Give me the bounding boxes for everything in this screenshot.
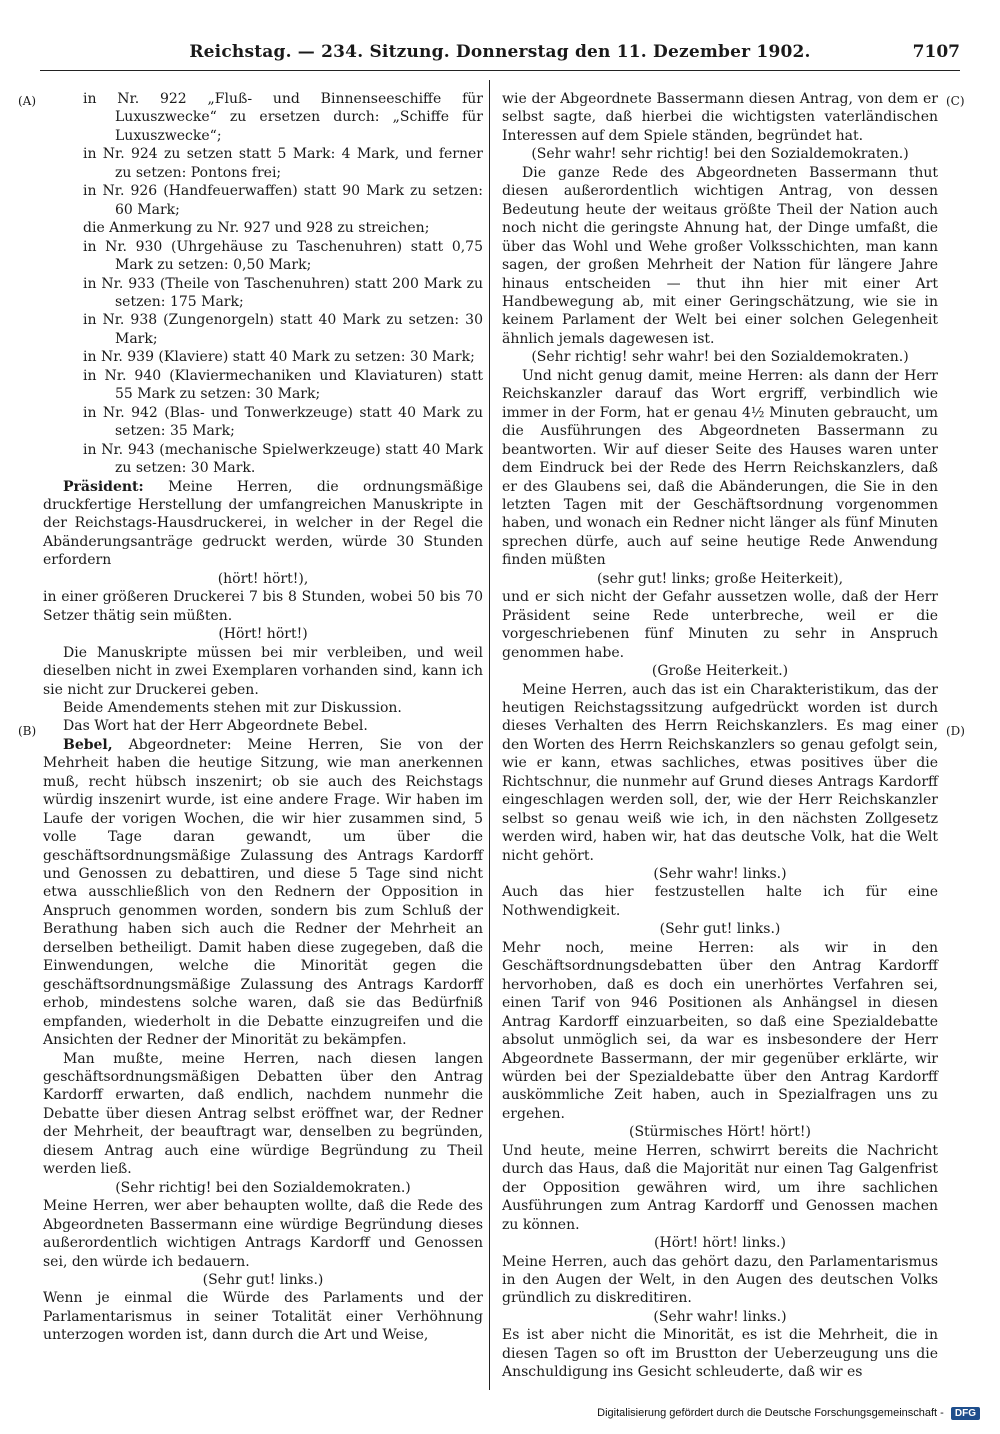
paragraph: und er sich nicht der Gefahr aussetzen wolle, daß der Herr Präsident seine Rede unterbreche, weil er die vorgeschriebenen fünf Minuten zu sehr in Anspruch genommen habe. (502, 589, 938, 661)
footer-text: Digitalisierung gefördert durch die Deutsche Forschungsgemeinschaft - (597, 1407, 944, 1419)
interjection: (Sehr gut! links.) (202, 1272, 324, 1288)
margin-marker-b: (B) (18, 724, 37, 738)
amendment-item: in Nr. 924 zu setzen statt 5 Mark: 4 Mark, und ferner zu setzen: Pontons frei; (83, 146, 483, 181)
interjection: (Große Heiterkeit.) (651, 663, 789, 680)
paragraph: in einer größeren Druckerei 7 bis 8 Stunden, wobei 50 bis 70 Setzer thätig sein müßten. (43, 589, 483, 624)
speech-paragraph (43, 736, 483, 1050)
interjection: (Sehr richtig! sehr wahr! bei den Sozialdemokraten.) (531, 349, 909, 366)
footer-credit (597, 1407, 980, 1420)
dfg-logo: DFG (951, 1407, 980, 1420)
amendment-item: in Nr. 943 (mechanische Spielwerkzeuge) statt 40 Mark zu setzen: 30 Mark. (83, 441, 483, 477)
paragraph: Die ganze Rede des Abgeordneten Bassermann thut diesen außerordentlich wichtigen Antrag, von dessen Bedeutung heute der weitaus größte Theil der Nation auch noch nicht die geringste Ahnung hat, der Dinge umfaßt, die über das Wohl und Wehe großer Volksschichten, man kann sagen, der großen Mehrheit der Nation für längere Jahre hinaus entscheiden — thut ihn hier mit einer Art Handbewegung ab, mit einer Geringschätzung, wie sie in keinem Parlament der Welt bei einer solchen Gelegenheit ähnlich jemals dagewesen ist. (502, 164, 938, 347)
paragraph: Man mußte, meine Herren, nach diesen langen geschäftsordnungsmäßigen Debatten über den Antrag Kardorff erwarten, daß endlich, nachdem nunmehr die Debatte über diesen Antrag selbst eröffnet war, der Redner der Mehrheit, der beauftragt war, denselben zu begründen, diesem Antrag auch eine würdige Begründung zu Theil werden ließ. (43, 1050, 483, 1178)
amendment-item: in Nr. 940 (Klaviermechaniken und Klaviaturen) statt 55 Mark zu setzen: 30 Mark; (83, 367, 483, 403)
paragraph: Mehr noch, meine Herren: als wir in den Geschäftsordnungsdebatten über den Antrag Kardorff hervorhoben, daß es doch ein unerhörtes Verfahren sei, einen Tarif von 946 Positionen als Anhängsel in diesen Antrag Kardorff einzuarbeiten, so daß eine Spezialdebatte absolut unmöglich sei, da war es insbesondere der Herr Abgeordnete Bassermann, der mir gegenüber erklärte, wir würden bei der Spezialdebatte über den Antrag Kardorff auskömmliche Zeit haben, auch in Spezialfragen uns zu ergehen. (502, 939, 938, 1122)
speech-paragraph (43, 478, 483, 570)
page-number: 7107 (912, 42, 960, 62)
paragraph: Es ist aber nicht die Minorität, es ist die Mehrheit, die in diesen Tagen so oft im Brustton der Ueberzeugung uns die Anschuldigung ins Gesicht schleuderte, daß wir es (502, 1327, 938, 1381)
column-divider (489, 80, 490, 1390)
paragraph: Auch das hier festzustellen halte ich für eine Nothwendigkeit. (502, 884, 938, 919)
margin-marker-c: (C) (946, 94, 965, 108)
margin-marker-a: (A) (18, 94, 37, 108)
speech-text: Meine Herren, die ordnungsmäßige druckfertige Herstellung der umfangreichen Manuskripte in der Reichstags-Hausdruckerei, in welcher in der Regel die Abänderungsanträge gedruckt werden, würde 30 Stunden erfordern (43, 478, 483, 569)
speech-text: Abgeordneter: Meine Herren, Sie von der Mehrheit haben die heutige Sitzung, wie man anerkennen muß, recht hübsch inszenirt; ob sie auch des Reichstags würdig inszenirt wurde, ist eine andere Frage. Wir haben im Laufe der vorigen Wochen, die wir hier zusammen sind, 5 volle Tage daran gewandt, um über die geschäftsordnungsmäßige Zulassung des Antrags Kardorff und Genossen zu debattiren, und diese 5 Tage sind nicht etwa ausschließlich von den Rednern der Opposition in Anspruch genommen worden, sondern bis zum Schluß der Berathung haben sich auch die Redner der Mehrheit an derselben betheiligt. Damit haben diese zugegeben, daß die Einwendungen, welche die Minorität gegen die geschäftsordnungsmäßige Zulassung des Antrags Kardorff erhob, mindestens solche waren, daß sie das Bedürfniß empfanden, wiederholt in die Debatte einzugreifen und die Ansichten der Redner der Minorität zu bekämpfen. (43, 736, 483, 1049)
paragraph: Das Wort hat der Herr Abgeordnete Bebel. (63, 718, 368, 735)
page-header (40, 38, 960, 68)
interjection: (Sehr gut! links.) (659, 921, 781, 938)
interjection: (sehr gut! links; große Heiterkeit), (596, 570, 844, 587)
paragraph: wie der Abgeordnete Bassermann diesen Antrag, von dem er selbst sagte, daß hierbei die wichtigsten vaterländischen Interessen auf dem Spiele ständen, begründet hat. (502, 91, 938, 144)
header-rule (40, 70, 960, 71)
paragraph: Und nicht genug damit, meine Herren: als dann der Herr Reichskanzler darauf das Wort ergriff, verbindlich wie immer in der Form, hat er genau 4½ Minuten gebraucht, um die Ausführungen des Abgeordneten Bassermann zu beantworten. Wir auf dieser Seite des Hauses waren unter dem Eindruck bei der Rede des Herrn Reichskanzlers, daß er des Glaubens sei, daß die Abänderungen, die Sie in den letzten Tagen mit der Geschäftsordnung vorgenommen haben, und wonach ein Redner nicht länger als fünf Minuten sprechen dürfe, auch auf seine heutige Rede Anwendung finden müßten (502, 367, 938, 569)
paragraph: Und heute, meine Herren, schwirrt bereits die Nachricht durch das Haus, daß die Majorität nur einen Tag Galgenfrist der Opposition gewähren wird, um ihre sachlichen Ausführungen zum Antrag Kardorff und Genossen machen zu können. (502, 1142, 938, 1233)
amendment-item: in Nr. 939 (Klaviere) statt 40 Mark zu setzen: 30 Mark; (83, 349, 475, 366)
interjection: (Sehr wahr! links.) (653, 1308, 787, 1325)
paragraph: Meine Herren, auch das gehört dazu, den Parlamentarismus in den Augen der Welt, in den Augen des deutschen Volks gründlich zu diskreditiren. (502, 1253, 938, 1307)
amendment-item: die Anmerkung zu Nr. 927 und 928 zu streichen; (83, 220, 430, 237)
interjection: (Hört! hört!) (218, 626, 308, 643)
paragraph: Meine Herren, wer aber behaupten wollte, daß die Rede des Abgeordneten Bassermann eine würdige Begründung dieses außerordentlich wichtigen Antrags Kardorff und Genossen sei, den würde ich bedauern. (43, 1198, 483, 1270)
interjection: (hört! hört!), (217, 570, 309, 587)
interjection: (Sehr wahr! sehr richtig! bei den Sozialdemokraten.) (531, 146, 909, 163)
interjection: (Hört! hört! links.) (654, 1235, 786, 1252)
paragraph: Die Manuskripte müssen bei mir verbleiben, und weil dieselben nicht in zwei Exemplaren vorhanden sind, kann ich sie nicht zur Druckerei geben. (43, 644, 483, 698)
amendment-item: in Nr. 933 (Theile von Taschenuhren) statt 200 Mark zu setzen: 175 Mark; (83, 275, 483, 310)
interjection: (Sehr richtig! bei den Sozialdemokraten.) (115, 1179, 411, 1196)
interjection: (Sehr wahr! links.) (653, 866, 787, 883)
amendment-item: in Nr. 922 „Fluß- und Binnenseeschiffe für Luxuszwecke“ zu ersetzen durch: „Schiffe für Luxuszwecke“; (83, 91, 483, 144)
amendment-item: in Nr. 938 (Zungenorgeln) statt 40 Mark zu setzen: 30 Mark; (83, 312, 483, 347)
right-column (502, 90, 938, 1382)
speaker-name: Bebel, (63, 736, 113, 753)
amendment-item: in Nr. 926 (Handfeuerwaffen) statt 90 Mark zu setzen: 60 Mark; (83, 183, 483, 218)
paragraph: Wenn je einmal die Würde des Parlaments und der Parlamentarismus in seiner Totalität einer Verhöhnung unterzogen worden ist, dann durch die Art und Weise, (43, 1290, 483, 1344)
amendment-item: in Nr. 930 (Uhrgehäuse zu Taschenuhren) statt 0,75 Mark zu setzen: 0,50 Mark; (83, 238, 483, 274)
margin-marker-d: (D) (946, 724, 965, 738)
running-title: Reichstag. — 234. Sitzung. Donnerstag den 11. Dezember 1902. (189, 42, 811, 62)
paragraph: Beide Amendements stehen mit zur Diskussion. (63, 699, 402, 716)
speaker-name: Präsident: (63, 478, 144, 495)
amendment-item: in Nr. 942 (Blas- und Tonwerkzeuge) statt 40 Mark zu setzen: 35 Mark; (83, 404, 483, 440)
left-column (43, 90, 483, 1345)
paragraph: Meine Herren, auch das ist ein Charakteristikum, das der heutigen Reichstagssitzung aufgedrückt worden ist durch dieses Verhalten des Herrn Reichskanzlers. Es mag einer den Worten des Herrn Reichskanzlers so genau gefolgt sein, wie er kann, etwas sachliches, etwas positives über die Richtschnur, die nunmehr auf Grund dieses Antrags Kardorff eingeschlagen werden soll, der, wie der Herr Reichskanzler selbst so genau weiß wie ich, in den nächsten Zollgesetz werden wird, haben wir, hat das deutsche Volk, hat die Welt nicht gehört. (502, 681, 938, 864)
interjection: (Stürmisches Hört! hört!) (629, 1124, 811, 1141)
